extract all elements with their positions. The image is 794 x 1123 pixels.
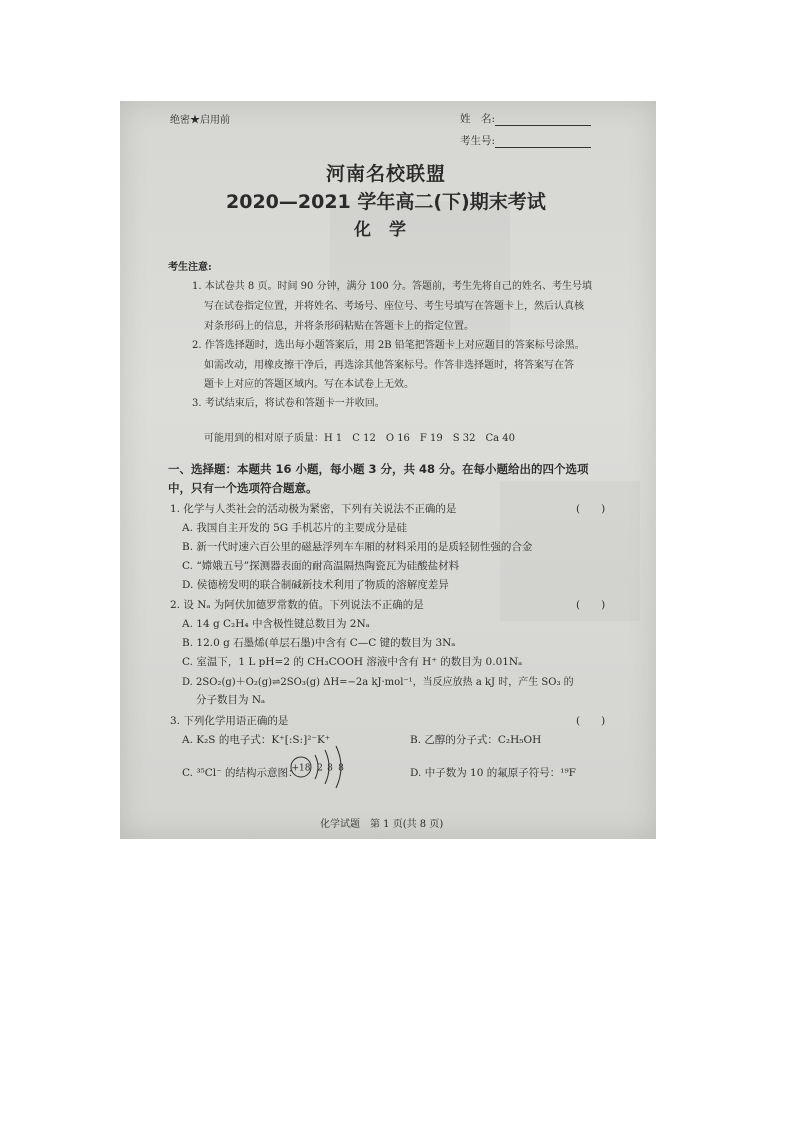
notice-item-1-line-1: 1. 本试卷共 8 页。时间 90 分钟，满分 100 分。答题前，考生先将自己的姓名、考生号填	[192, 281, 592, 292]
shell-2-electrons: 8	[327, 763, 333, 774]
question-3-option-b: B. 乙醇的分子式：C₂H₅OH	[410, 734, 542, 746]
nucleus-charge: +18	[291, 763, 311, 774]
name-blank	[495, 113, 591, 126]
question-3-option-a: A. K₂S 的电子式：K⁺[:S:]²⁻K⁺	[182, 734, 331, 746]
notice-heading: 考生注意:	[168, 262, 212, 273]
section-heading-line-2: 中，只有一个选项符合题意。	[168, 481, 318, 495]
shell-1-electrons: 2	[317, 763, 323, 774]
exam-number-field	[460, 133, 591, 148]
notice-item-2-line-2: 如需改动，用橡皮擦干净后，再选涂其他答案标号。作答非选择题时，将答案写在答	[204, 360, 574, 371]
exam-title: 2020—2021 学年高二(下)期末考试	[226, 191, 546, 213]
confidential-label: 绝密★启用前	[170, 115, 230, 126]
question-1-stem: 1. 化学与人类社会的活动极为紧密，下列有关说法不正确的是	[170, 503, 457, 515]
question-2-option-a: A. 14 g C₂H₄ 中含极性键总数目为 2Nₐ	[182, 618, 370, 630]
question-2-option-d: D. 2SO₂(g)＋O₂(g)⇌2SO₃(g) ΔH=−2a kJ·mol⁻¹，当反应放热 a kJ 时，产生 SO₃ 的	[182, 677, 574, 688]
subject-title: 化学	[354, 220, 424, 240]
notice-item-1-line-3: 对条形码上的信息，并将条形码粘贴在答题卡上的指定位置。	[204, 321, 474, 332]
question-3-option-d: D. 中子数为 10 的氟原子符号：¹⁹F	[410, 767, 576, 779]
question-2-answer-bracket: ( )	[576, 599, 606, 611]
notice-item-2-line-1: 2. 作答选择题时，选出每小题答案后，用 2B 铅笔把答题卡上对应题目的答案标号涂黑。	[192, 340, 585, 351]
question-2-option-b: B. 12.0 g 石墨烯(单层石墨)中含有 C—C 键的数目为 3Nₐ	[182, 637, 456, 649]
question-3-option-c: C. ³⁵Cl⁻ 的结构示意图：	[182, 767, 299, 779]
shell-3-electrons: 8	[338, 763, 344, 774]
exam-number-label: 考生号:	[460, 135, 496, 147]
name-label: 姓 名:	[460, 113, 496, 125]
page-footer: 化学试题 第 1 页(共 8 页)	[320, 819, 444, 830]
league-title: 河南名校联盟	[326, 163, 447, 185]
question-3-answer-bracket: ( )	[576, 715, 606, 727]
question-3-stem: 3. 下列化学用语正确的是	[170, 715, 289, 727]
atomic-structure-diagram	[288, 742, 354, 792]
section-heading-line-1: 一、选择题：本题共 16 小题，每小题 3 分，共 48 分。在每小题给出的四个选项	[168, 462, 589, 476]
exam-paper-photo	[120, 101, 656, 839]
atomic-mass-line: 可能用到的相对原子质量：H 1 C 12 O 16 F 19 S 32 Ca 40	[204, 433, 516, 444]
question-2-stem: 2. 设 Nₐ 为阿伏加德罗常数的值。下列说法不正确的是	[170, 599, 424, 611]
question-1-option-b: B. 新一代时速六百公里的磁悬浮列车车厢的材料采用的是质轻韧性强的合金	[182, 541, 533, 553]
question-1-option-a: A. 我国自主开发的 5G 手机芯片的主要成分是硅	[182, 522, 408, 534]
name-field	[460, 111, 591, 126]
question-2-option-d-cont: 分子数目为 Nₐ	[196, 694, 266, 706]
notice-item-2-line-3: 题卡上对应的答题区域内。写在本试卷上无效。	[204, 379, 414, 390]
question-2-option-c: C. 室温下，1 L pH=2 的 CH₃COOH 溶液中含有 H⁺ 的数目为 0.01Nₐ	[182, 656, 523, 668]
exam-number-blank	[495, 135, 591, 148]
question-1-option-d: D. 侯德榜发明的联合制碱新技术利用了物质的溶解度差异	[182, 579, 449, 591]
question-1-answer-bracket: ( )	[576, 503, 606, 515]
notice-item-1-line-2: 写在试卷指定位置，并将姓名、考场号、座位号、考生号填写在答题卡上，然后认真核	[204, 301, 584, 312]
question-1-option-c: C. “嫦娥五号”探测器表面的耐高温隔热陶瓷瓦为硅酸盐材料	[182, 560, 460, 572]
notice-item-3: 3. 考试结束后，将试卷和答题卡一并收回。	[192, 398, 385, 409]
